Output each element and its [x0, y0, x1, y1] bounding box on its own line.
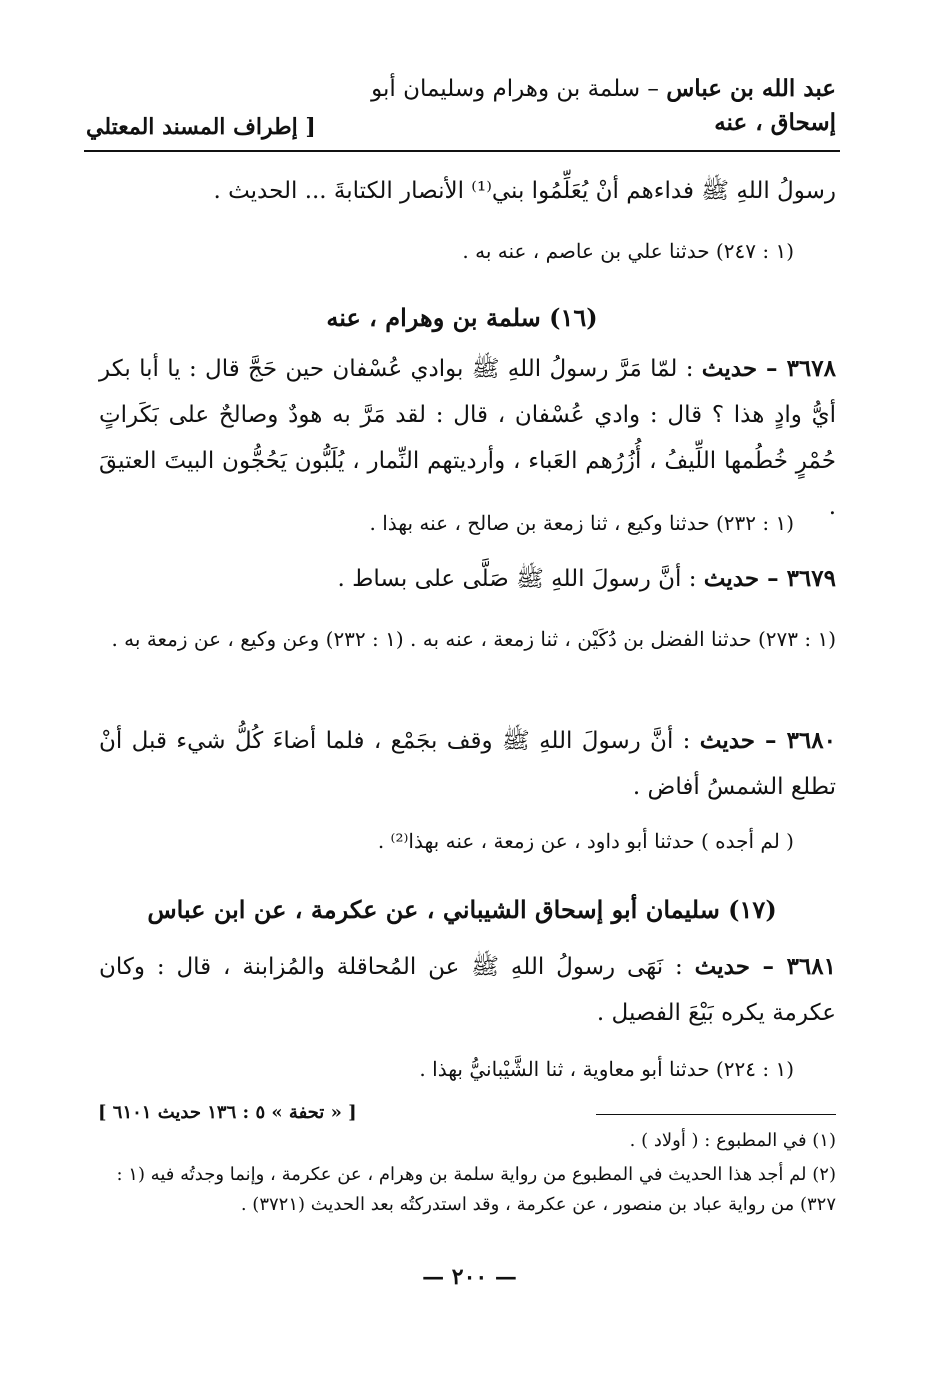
header-line1-bold: عبد الله بن عباس — [666, 75, 836, 102]
hadith-3681 — [99, 944, 836, 1036]
header-line2: إسحاق ، عنه — [714, 109, 836, 136]
hadith-text: : أنَّ رسولَ اللهِ ﷺ وقف بجَمْع ، فلما أضاءَ كُلُّ شيء قبل أنْ تطلع الشمسُ أفاض . — [99, 728, 836, 800]
footnote-2: (٢) لم أجد هذا الحديث في المطبوع من رواية سلمة بن وهرام ، عن عكرمة ، وإنما وجدتُه فيه (١ : ٣٢٧) من رواية عباد بن منصور ، عن عكرمة ، وقد استدركتُه بعد الحديث (٣٧٢١) . — [116, 1164, 836, 1215]
hadith-number: ٣٦٨١ — [786, 953, 836, 980]
hadith-number: ٣٦٨٠ — [786, 727, 836, 754]
footnote-1: (١) في المطبوع : ( أولاد ) . — [629, 1130, 836, 1151]
hadith-number: ٣٦٧٨ — [786, 355, 836, 382]
hadith-text: : لمّا مَرَّ رسولُ اللهِ ﷺ بوادي عُسْفان حين حَجَّ قال : يا أبا بكر أيُّ وادٍ هذا ؟ قال : وادي عُسْفان ، قال : لقد مَرَّ به هودٌ وصالحٌ على بَكَراتٍ حُمْرٍ خُطُمها اللِّيفُ ، أُزُرُهم العَباء ، وأرديتهم النِّمار ، يُلَبُّون يَحُجُّون البيتَ العتيقَ . — [99, 356, 836, 520]
intro-text: رسولُ اللهِ ﷺ فداءهم أنْ يُعَلِّمُوا بني⁽¹⁾ الأنصار الكتابةَ ... الحديث . — [213, 178, 836, 204]
footnote-rule — [596, 1114, 836, 1115]
running-header-book-title: [ إطراف المسند المعتلي — [86, 114, 316, 140]
hadith-label: – حديث — [701, 355, 787, 382]
hadith-number: ٣٦٧٩ — [786, 565, 836, 592]
hadith-3679-source: (١ : ٢٧٣) حدثنا الفضل بن دُكَيْن ، ثنا زمعة ، عنه به . (١ : ٢٣٢) وعن وكيع ، عن زمعة به . — [111, 627, 836, 651]
header-rule — [84, 150, 840, 152]
hadith-label: – حديث — [694, 953, 787, 980]
hadith-3678-source: (١ : ٢٣٢) حدثنا وكيع ، ثنا زمعة بن صالح ، عنه بهذا . — [369, 511, 794, 535]
hadith-3680 — [99, 718, 836, 810]
hadith-3679 — [99, 556, 836, 602]
running-header-subject — [366, 72, 836, 140]
hadith-label: – حديث — [699, 727, 787, 754]
hadith-text: : نَهَى رسولُ اللهِ ﷺ عن المُحاقلة والمُزابنة ، قال : وكان عكرمة يكره بَيْعَ الفصيل . — [99, 954, 836, 1026]
hadith-3680-source: ( لم أجده ) حدثنا أبو داود ، عن زمعة ، عنه بهذا⁽²⁾ . — [377, 829, 794, 853]
header-line1-rest: – سلمة بن وهرام وسليمان أبو — [371, 76, 667, 102]
section-title-17: (١٧) سليمان أبو إسحاق الشيباني ، عن عكرمة ، عن ابن عباس — [147, 895, 777, 924]
hadith-text: : أنَّ رسولَ اللهِ ﷺ صَلَّى على بساط . — [337, 566, 704, 592]
hadith-label: – حديث — [703, 565, 787, 592]
tuhfa-reference: [ « تحفة » ٥ : ١٣٦ حديث ٦١٠١ ] — [98, 1102, 357, 1123]
hadith-3681-source: (١ : ٢٢٤) حدثنا أبو معاوية ، ثنا الشَّيْبانيُّ بهذا . — [419, 1057, 794, 1081]
page-number: — ٢٠٠ — — [422, 1264, 517, 1290]
section-title-16: (١٦) سلمة بن وهرام ، عنه — [326, 303, 598, 332]
intro-source: (١ : ٢٤٧) حدثنا علي بن عاصم ، عنه به . — [462, 239, 794, 263]
